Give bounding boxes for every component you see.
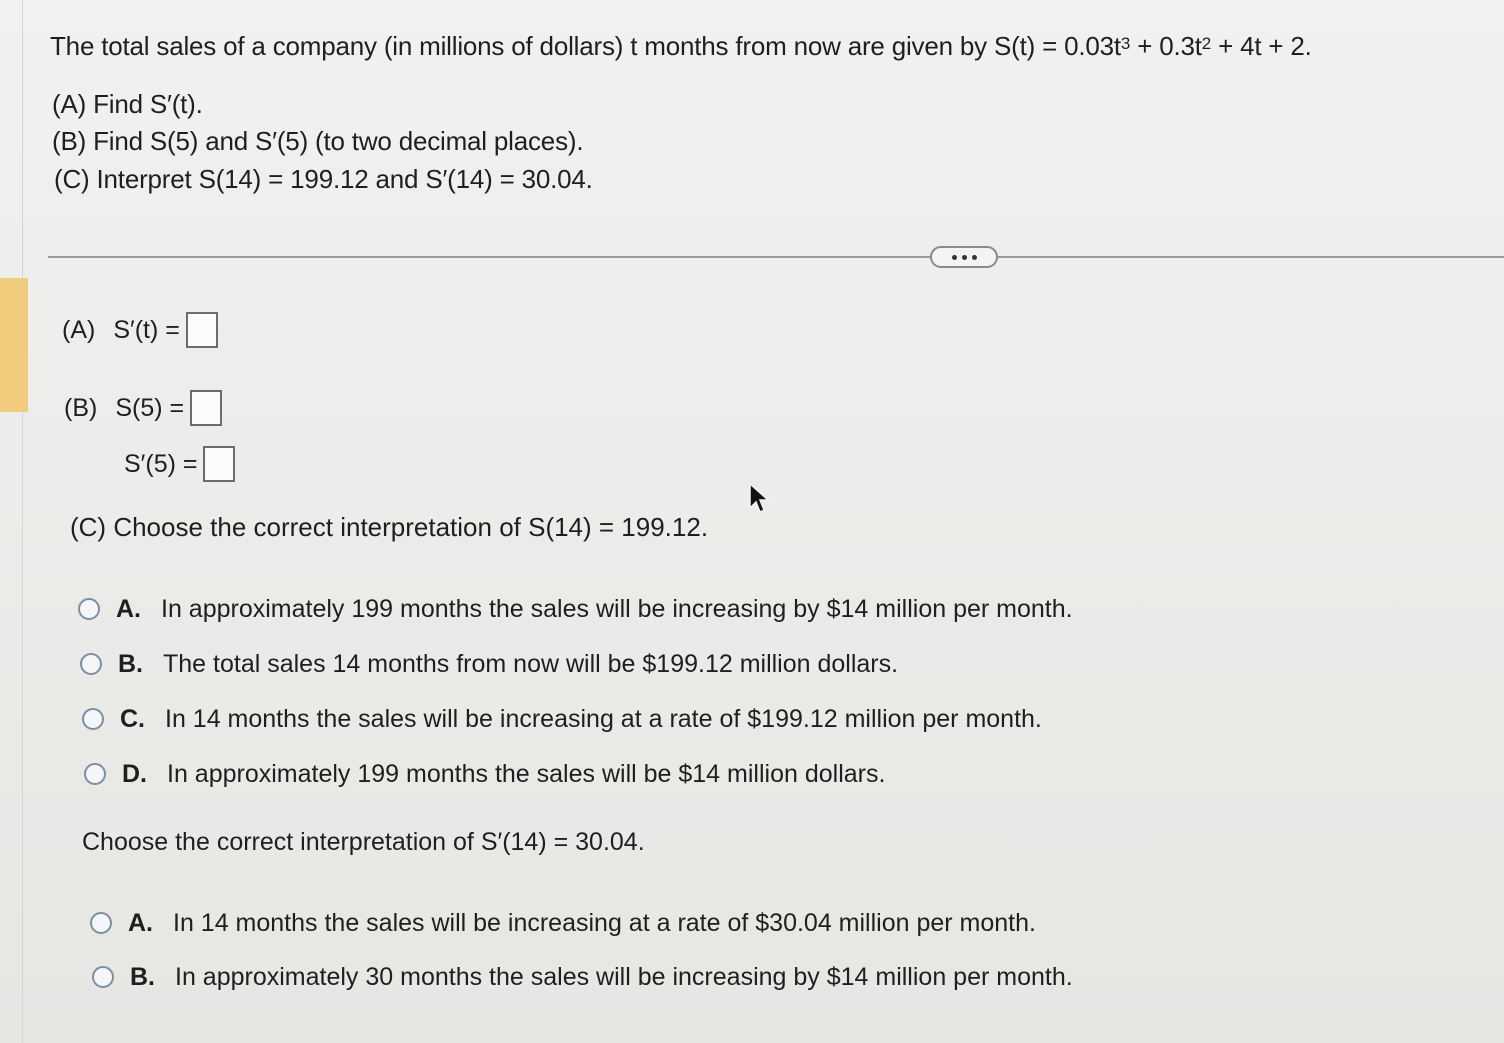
option-letter: B.: [118, 650, 143, 678]
ellipsis-icon: [962, 255, 967, 260]
radio-button[interactable]: [90, 912, 112, 934]
statement-suffix: + 4t + 2.: [1211, 31, 1312, 61]
option-letter: D.: [122, 760, 147, 788]
radio-button[interactable]: [84, 763, 106, 785]
option-c2-b[interactable]: [92, 962, 1073, 992]
answer-a-label: S′(t) =: [113, 316, 180, 344]
option-text: In approximately 199 months the sales will be $14 million dollars.: [167, 760, 886, 788]
question-c2-prompt: Choose the correct interpretation of S′(14) = 30.04.: [82, 828, 645, 856]
radio-button[interactable]: [92, 966, 114, 988]
part-c-instruction: (C) Interpret S(14) = 199.12 and S′(14) = 30.04.: [54, 164, 593, 194]
option-letter: A.: [116, 595, 141, 623]
answer-row-b1: [64, 390, 222, 426]
section-divider: [48, 256, 1504, 258]
exponent-3: 3: [1120, 34, 1131, 53]
answer-b2-label: S′(5) =: [124, 450, 198, 478]
option-text: In approximately 199 months the sales will be increasing by $14 million per month.: [161, 595, 1073, 623]
option-c-a[interactable]: [78, 594, 1073, 624]
expand-more-button[interactable]: [930, 246, 998, 268]
option-letter: C.: [120, 705, 145, 733]
answer-b2-input[interactable]: [203, 446, 235, 482]
option-c-b[interactable]: [80, 649, 898, 679]
option-letter: B.: [130, 963, 155, 991]
option-text: In 14 months the sales will be increasing at a rate of $199.12 million per month.: [165, 705, 1042, 733]
option-text: In 14 months the sales will be increasing at a rate of $30.04 million per month.: [173, 909, 1036, 937]
answer-row-a: [62, 312, 218, 348]
problem-statement: [50, 31, 1312, 65]
radio-button[interactable]: [82, 708, 104, 730]
option-c-d[interactable]: [84, 759, 885, 789]
statement-mid: + 0.3t: [1130, 31, 1202, 61]
option-c-c[interactable]: [82, 704, 1042, 734]
mouse-pointer-icon: [748, 482, 770, 514]
question-c-prompt: (C) Choose the correct interpretation of S(14) = 199.12.: [70, 512, 709, 542]
statement-text: The total sales of a company (in millions of dollars) t months from now are given by S(t) = 0.03t: [50, 31, 1121, 61]
answer-a-input[interactable]: [186, 312, 218, 348]
part-b-instruction: (B) Find S(5) and S′(5) (to two decimal places).: [52, 126, 584, 156]
exponent-2: 2: [1201, 34, 1212, 53]
radio-button[interactable]: [80, 653, 102, 675]
radio-button[interactable]: [78, 598, 100, 620]
answer-b1-label: S(5) =: [115, 394, 185, 422]
option-letter: A.: [128, 909, 153, 937]
option-text: In approximately 30 months the sales will be increasing by $14 million per month.: [175, 963, 1073, 991]
left-margin-rule: [22, 0, 23, 1043]
answer-b-tag: (B): [64, 394, 98, 422]
answer-row-b2: [124, 446, 235, 482]
ellipsis-icon: [972, 255, 977, 260]
ellipsis-icon: [952, 255, 957, 260]
answer-a-tag: (A): [62, 316, 96, 344]
answer-b1-input[interactable]: [190, 390, 222, 426]
option-text: The total sales 14 months from now will be $199.12 million dollars.: [163, 650, 899, 678]
current-question-highlight: [0, 278, 28, 412]
part-a-instruction: (A) Find S′(t).: [52, 89, 203, 119]
option-c2-a[interactable]: [90, 908, 1036, 938]
